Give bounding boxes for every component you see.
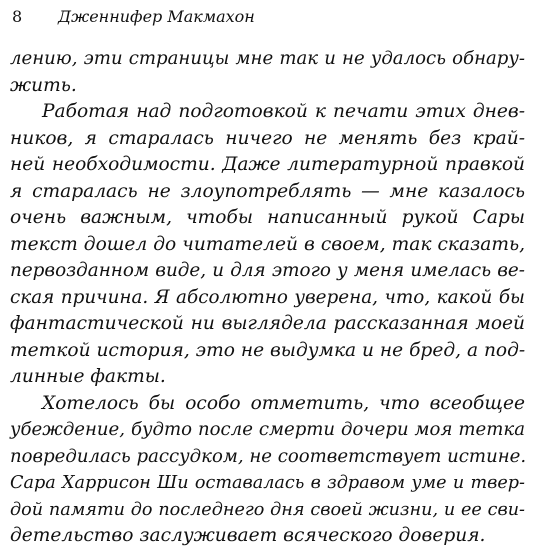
body-text	[10, 46, 525, 550]
text-line: первозданном виде, и для этого у меня имелась ве-	[10, 260, 525, 281]
text-line: линные факты.	[10, 366, 166, 387]
text-line: Хотелось бы особо отметить, что всеобщее	[42, 392, 525, 414]
paragraph	[10, 46, 525, 99]
text-line: я старалась не злоупотреблять — мне казалось	[10, 180, 525, 202]
text-line: очень важным, чтобы написанный рукой Сары	[10, 207, 525, 228]
text-line: фантастической ни выглядела рассказанная моей	[10, 313, 525, 334]
paragraph	[10, 99, 525, 391]
page-number: 8	[12, 7, 23, 26]
text-line: ников, я старалась ничего не менять без край-	[10, 127, 525, 149]
text-line: жить.	[10, 74, 77, 96]
text-line: ней необходимости. Даже литературной правкой	[10, 154, 525, 175]
text-line: детельство заслуживает всяческого доверия.	[10, 525, 486, 546]
running-title: Дженнифер Макмахон	[58, 7, 255, 26]
text-line: убеждение, будто после смерти дочери моя тетка	[10, 419, 525, 440]
text-line: Сара Харрисон Ши оставалась в здравом уме и твер-	[10, 473, 525, 493]
text-line: повредилась рассудком, не соответствует истине.	[10, 445, 527, 467]
text-line: ская причина. Я абсолютно уверена, что, какой бы	[10, 286, 525, 308]
text-line: лению, эти страницы мне так и не удалось обнару-	[10, 48, 525, 69]
text-line: теткой история, это не выдумка и не бред, а под-	[10, 339, 526, 361]
text-line: текст дошел до читателей в своем, так сказать,	[10, 233, 525, 255]
running-header	[12, 6, 255, 28]
text-line: Работая над подготовкой к печати этих днев-	[42, 101, 525, 122]
text-line: дой памяти до последнего дня своей жизни, и ее сви-	[10, 499, 525, 520]
paragraph	[10, 391, 525, 550]
